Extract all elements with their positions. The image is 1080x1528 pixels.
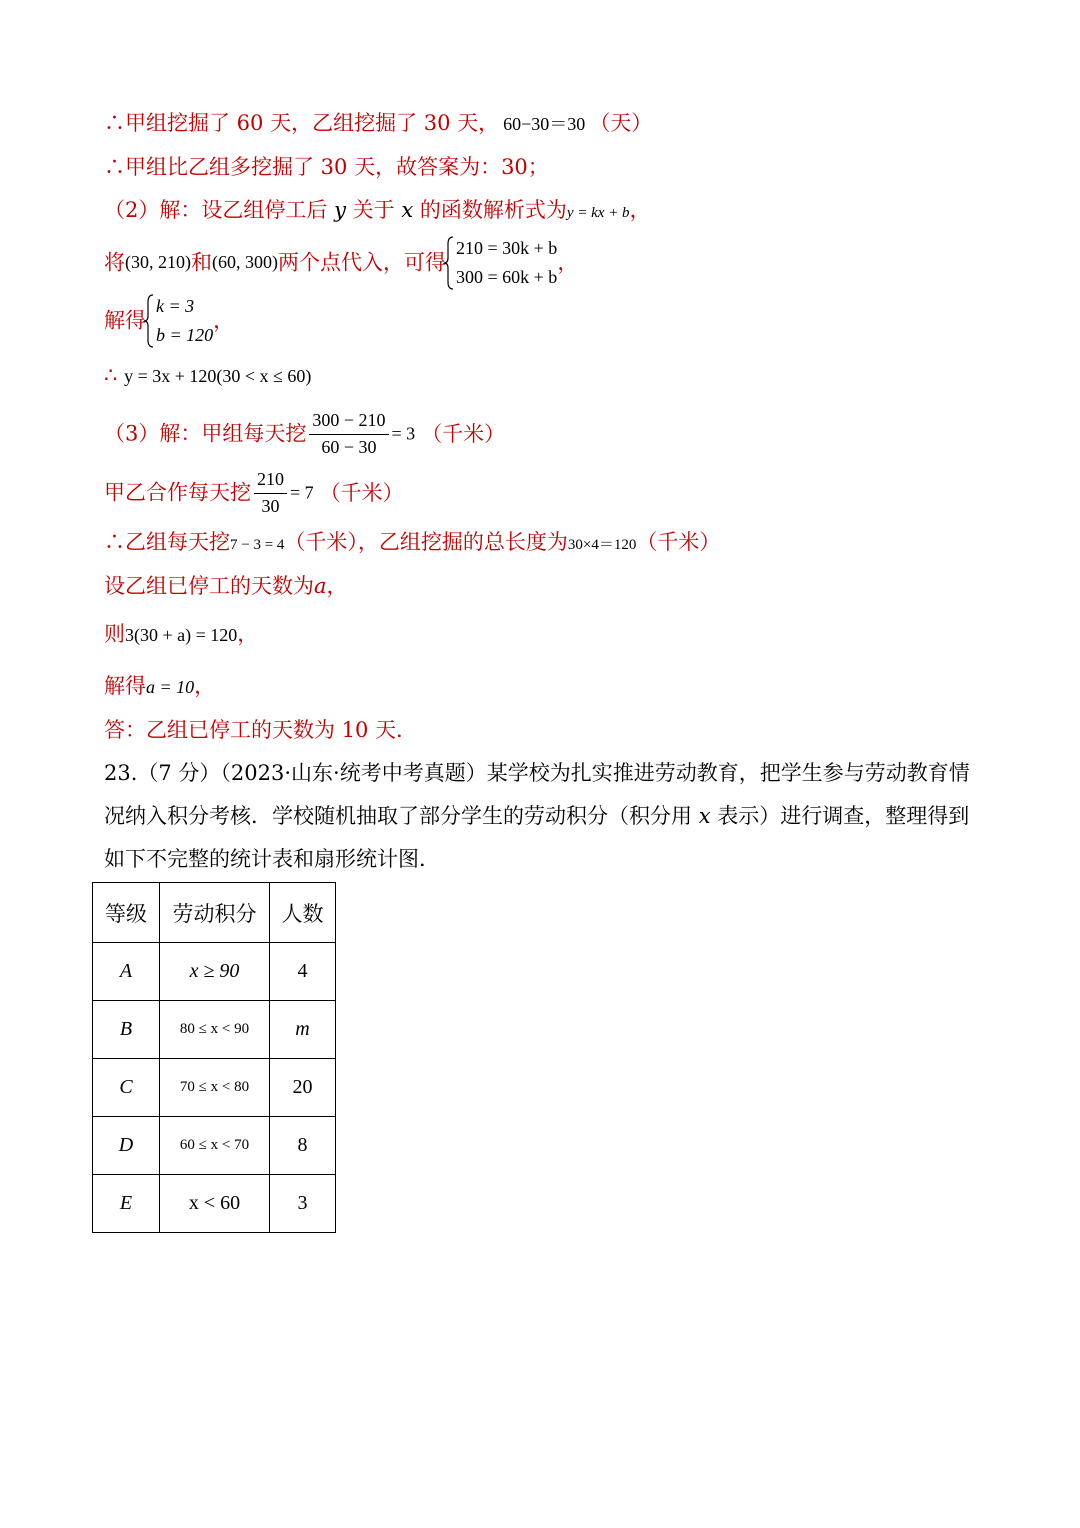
text: （3）解：甲组每天挖 bbox=[104, 421, 307, 446]
table-row bbox=[93, 943, 336, 1001]
point-2: (60, 300) bbox=[212, 252, 278, 273]
solution-line-7 bbox=[104, 410, 505, 458]
solution-line-13: 答：乙组已停工的天数为 10 天． bbox=[104, 718, 418, 742]
equation: = 3 bbox=[391, 423, 416, 444]
text: （千米），乙组挖掘的总长度为 bbox=[284, 530, 568, 554]
solution-line-11 bbox=[104, 622, 258, 647]
cell-count: 8 bbox=[270, 1117, 336, 1175]
equation-system bbox=[146, 292, 213, 350]
solution-line-5 bbox=[104, 292, 234, 350]
text: ∴ bbox=[104, 363, 118, 387]
equation: a = 10 bbox=[146, 677, 195, 697]
variable-x: x bbox=[401, 198, 414, 222]
fraction bbox=[309, 410, 388, 458]
table-row bbox=[93, 1117, 336, 1175]
text: 解得 bbox=[104, 674, 146, 698]
numerator: 300 − 210 bbox=[309, 410, 388, 435]
cell-count: 20 bbox=[270, 1059, 336, 1117]
numerator: 210 bbox=[254, 469, 287, 494]
text: （千米） bbox=[636, 530, 721, 554]
cell-grade: D bbox=[93, 1117, 160, 1175]
equation: 60−30＝30 bbox=[503, 114, 586, 134]
text: ， bbox=[629, 198, 651, 222]
text: （天） bbox=[589, 111, 653, 135]
cell-range: 80 ≤ x < 90 bbox=[160, 1001, 270, 1059]
header-grade: 等级 bbox=[93, 883, 160, 943]
cell-range: 60 ≤ x < 70 bbox=[160, 1117, 270, 1175]
solution-line-3 bbox=[104, 198, 651, 223]
denominator: 30 bbox=[261, 495, 280, 516]
fraction bbox=[254, 469, 287, 517]
equation: y = 3x + 120(30 < x ≤ 60) bbox=[124, 366, 312, 386]
cell-grade: C bbox=[93, 1059, 160, 1117]
text: 关于 bbox=[352, 198, 395, 222]
table-header-row bbox=[93, 883, 336, 943]
equation-1: k = 3 bbox=[156, 296, 195, 316]
equation-system bbox=[446, 234, 557, 292]
question-text: 表示）进行调查，整理得到如下不完整的统计表和扇形统计图． bbox=[104, 804, 970, 871]
point-1: (30, 210) bbox=[125, 252, 191, 273]
cell-count: 4 bbox=[270, 943, 336, 1001]
text: ， bbox=[194, 674, 216, 698]
cell-count: 3 bbox=[270, 1175, 336, 1233]
solution-line-8 bbox=[104, 469, 404, 517]
solution-line-2: ∴甲组比乙组多挖掘了 30 天，故答案为：30； bbox=[104, 155, 549, 179]
text: （2）解：设乙组停工后 bbox=[104, 198, 328, 222]
solution-line-6 bbox=[104, 363, 311, 388]
text: ∴甲组挖掘了 60 天，乙组挖掘了 30 天， bbox=[104, 111, 500, 135]
text: ， bbox=[326, 574, 348, 598]
equation: = 7 bbox=[290, 482, 314, 503]
text: 甲乙合作每天挖 bbox=[104, 480, 251, 505]
text: 将 bbox=[104, 250, 125, 275]
solution-line-4 bbox=[104, 234, 578, 292]
cell-grade: B bbox=[93, 1001, 160, 1059]
table-row bbox=[93, 1001, 336, 1059]
text: 设乙组已停工的天数为 bbox=[104, 574, 314, 598]
equation: 3(30 + a) = 120 bbox=[125, 625, 238, 645]
text: ， bbox=[557, 250, 579, 275]
table-row bbox=[93, 1059, 336, 1117]
brace-icon bbox=[144, 294, 154, 348]
cell-grade: A bbox=[93, 943, 160, 1001]
cell-range: 70 ≤ x < 80 bbox=[160, 1059, 270, 1117]
text: （千米） bbox=[319, 480, 404, 505]
cell-count: m bbox=[270, 1001, 336, 1059]
text: ∴乙组每天挖 bbox=[104, 530, 230, 554]
text: （千米） bbox=[421, 421, 506, 446]
text: 则 bbox=[104, 622, 125, 646]
text: ， bbox=[237, 622, 259, 646]
header-count: 人数 bbox=[270, 883, 336, 943]
brace-icon bbox=[444, 236, 454, 290]
variable-x: x bbox=[698, 804, 711, 828]
table-row bbox=[93, 1175, 336, 1233]
cell-range: x ≥ 90 bbox=[160, 943, 270, 1001]
statistics-table bbox=[92, 882, 336, 1233]
equation: 7 − 3 = 4 bbox=[230, 537, 285, 553]
cell-range: x < 60 bbox=[160, 1175, 270, 1233]
variable-y: y bbox=[334, 198, 346, 222]
text: 解得 bbox=[104, 308, 146, 333]
text: 的函数解析式为 bbox=[419, 198, 567, 222]
solution-line-9 bbox=[104, 530, 720, 555]
text: 两个点代入，可得 bbox=[278, 250, 446, 275]
denominator: 60 − 30 bbox=[321, 436, 377, 457]
question-text: 23.（7 分）（2023·山东·统考中考真题）某学校为扎实推进劳动教育，把学生参与劳动教育情况纳入积分考核．学校随机抽取了部分学生的劳动积分（积分用 bbox=[104, 761, 970, 828]
text: ， bbox=[213, 308, 235, 333]
question-23 bbox=[104, 752, 984, 881]
text: 和 bbox=[191, 250, 212, 275]
header-score: 劳动积分 bbox=[160, 883, 270, 943]
solution-line-10 bbox=[104, 574, 348, 599]
equation-1: 210 = 30k + b bbox=[456, 238, 558, 258]
solution-line-12 bbox=[104, 674, 215, 699]
solution-line-1 bbox=[104, 111, 652, 136]
cell-grade: E bbox=[93, 1175, 160, 1233]
equation: 30×4＝120 bbox=[567, 537, 637, 553]
variable-a: a bbox=[314, 574, 327, 598]
equation-2: b = 120 bbox=[156, 325, 214, 345]
equation-2: 300 = 60k + b bbox=[456, 267, 558, 287]
equation: y = kx + b bbox=[566, 205, 630, 221]
